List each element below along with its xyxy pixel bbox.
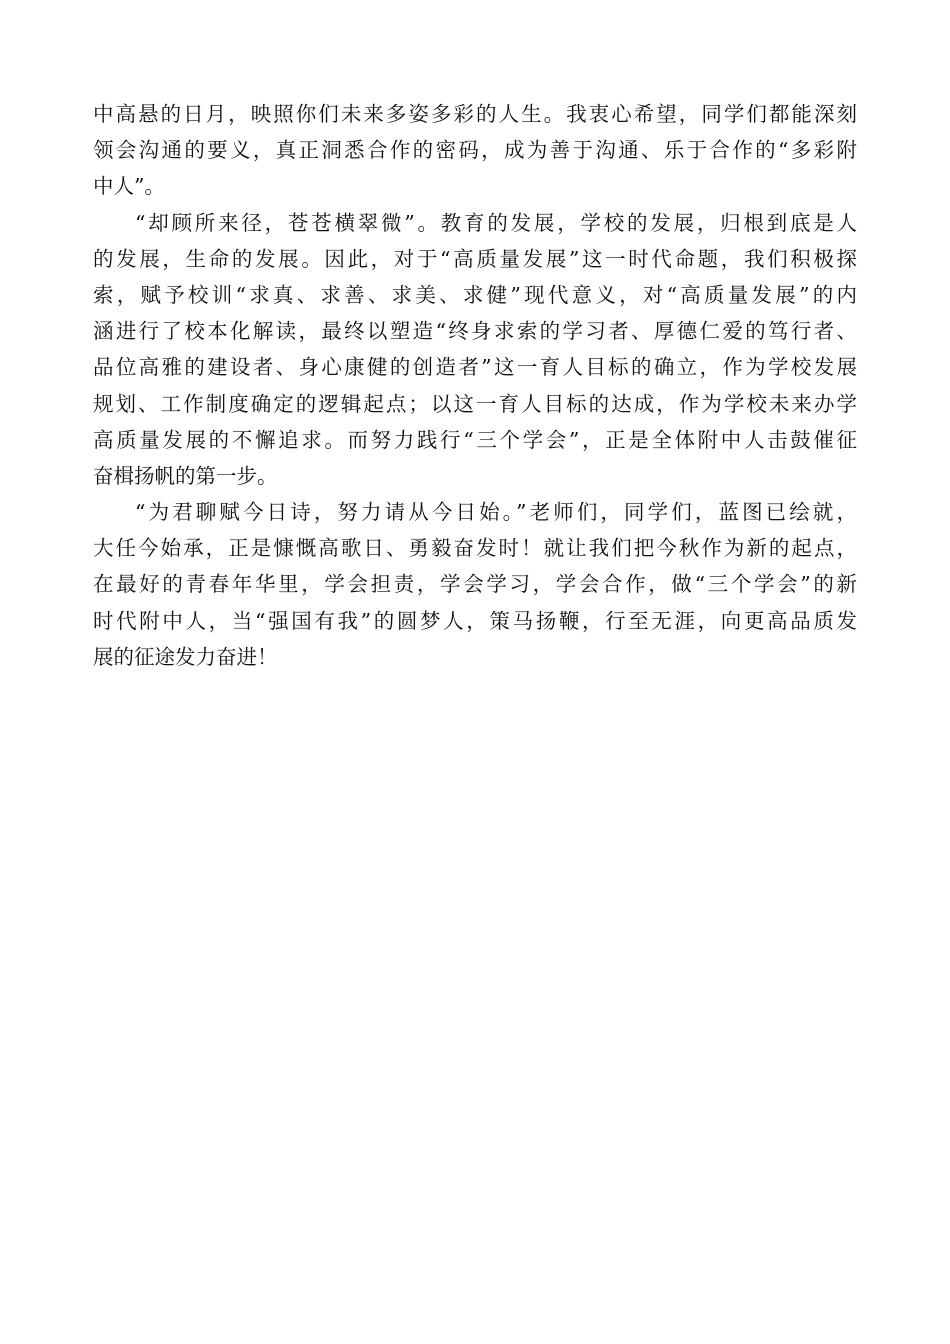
text-line: 在最好的青春年华里，学会担责，学会学习，学会合作，做“三个学会”的新	[93, 572, 857, 597]
paragraph-1	[93, 96, 857, 205]
text-line: 的发展，生命的发展。因此，对于“高质量发展”这一时代命题，我们积极探	[93, 246, 857, 271]
text-line: 大任今始承，正是慷慨高歌日、勇毅奋发时！就让我们把今秋作为新的起点，	[93, 536, 857, 561]
paragraph-3	[93, 494, 857, 675]
text-line: 规划、工作制度确定的逻辑起点；以这一育人目标的达成，作为学校未来办学	[93, 391, 857, 416]
text-line: 领会沟通的要义，真正洞悉合作的密码，成为善于沟通、乐于合作的“多彩附	[93, 138, 857, 163]
text-line: 涵进行了校本化解读，最终以塑造“终身求索的学习者、厚德仁爱的笃行者、	[93, 319, 857, 344]
text-line: 高质量发展的不懈追求。而努力践行“三个学会”，正是全体附中人击鼓催征	[93, 427, 857, 452]
text-line: 展的征途发力奋进！	[93, 644, 278, 669]
text-line: “却顾所来径，苍苍横翠微”。教育的发展，学校的发展，归根到底是人	[135, 210, 857, 235]
text-line: 索，赋予校训“求真、求善、求美、求健”现代意义，对“高质量发展”的内	[93, 282, 857, 307]
text-line: “为君聊赋今日诗，努力请从今日始。”老师们，同学们，蓝图已绘就，	[135, 500, 857, 525]
text-line: 时代附中人，当“强国有我”的圆梦人，策马扬鞭，行至无涯，向更高品质发	[93, 608, 857, 633]
text-line: 中人”。	[93, 174, 165, 199]
text-line: 中高悬的日月，映照你们未来多姿多彩的人生。我衷心希望，同学们都能深刻	[93, 102, 857, 126]
text-line: 奋楫扬帆的第一步。	[93, 463, 278, 488]
paragraph-2	[93, 205, 857, 495]
text-line: 品位高雅的建设者、身心康健的创造者”这一育人目标的确立，作为学校发展	[93, 355, 857, 380]
document-body	[93, 96, 857, 675]
